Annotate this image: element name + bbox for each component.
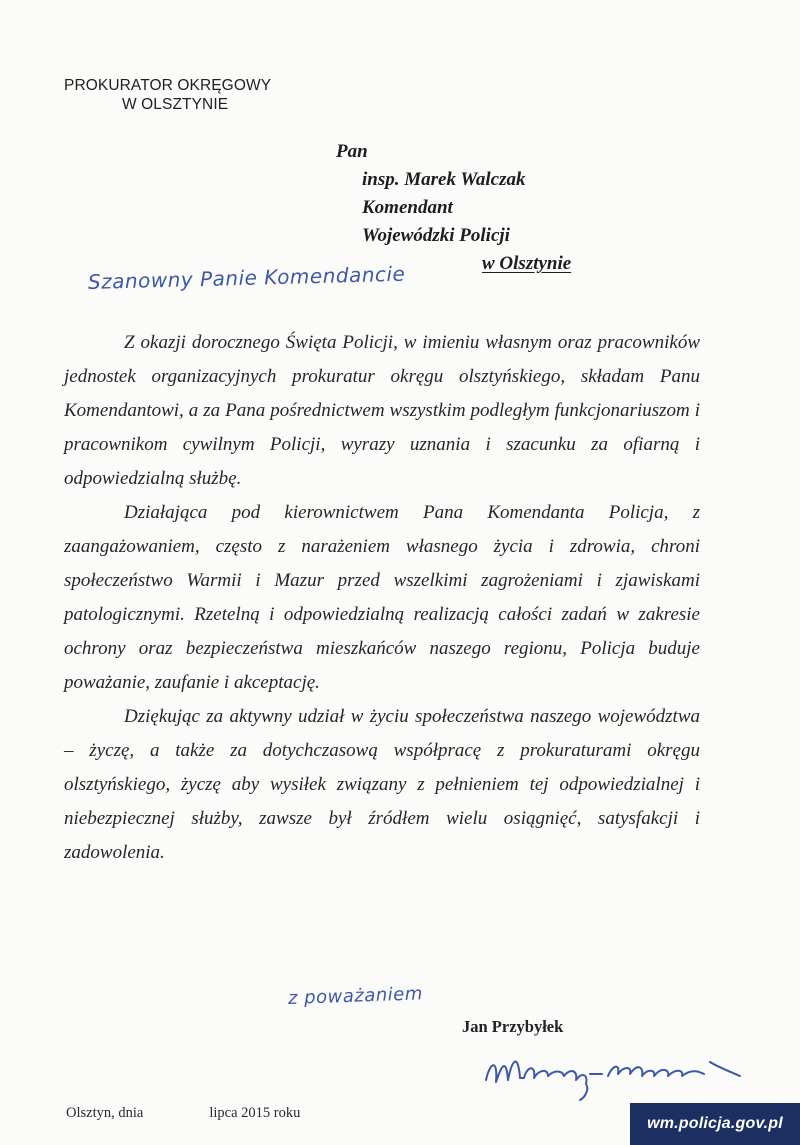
addressee-name: insp. Marek Walczak bbox=[362, 169, 526, 190]
addressee-block bbox=[336, 138, 636, 278]
signer-name: Jan Przybyłek bbox=[462, 1017, 564, 1036]
handwritten-greeting: Szanowny Panie Komendancie bbox=[87, 261, 406, 294]
body-paragraph-1: Z okazji dorocznego Święta Policji, w imieniu własnym oraz pracowników jednostek organizacyjnych prokuratur okręgu olsztyńskiego, składam Panu Komendantowi, a za Pana pośrednictwem wszystkim podległym funkcjonariuszom i pracownikom cywilnym Policji, wyrazy uznania i szacunku za ofiarną i odpowiedzialną służbę. bbox=[64, 332, 700, 489]
letter-body bbox=[64, 326, 700, 870]
letterhead-line-2: W OLSZTYNIE bbox=[122, 96, 229, 113]
body-paragraph-2: Działająca pod kierownictwem Pana Komendanta Policja, z zaangażowaniem, często z narażeniem własnego życia i zdrowia, chroni społeczeństwo Warmii i Mazur przed wszelkimi zagrożeniami i zjawiskami patologicznymi. Rzetelną i odpowiedzialną realizacją całości zadań w zakresie ochrony oraz bezpieczeństwa mieszkańców naszego regionu, Policja buduje poważanie, zaufanie i akceptację. bbox=[64, 502, 700, 693]
place-label: Olsztyn, dnia bbox=[66, 1105, 144, 1121]
date-label: lipca 2015 roku bbox=[209, 1105, 301, 1121]
source-watermark: wm.policja.gov.pl bbox=[630, 1103, 800, 1145]
addressee-salutation: Pan bbox=[336, 141, 368, 162]
addressee-title: Komendant bbox=[362, 197, 453, 218]
addressee-unit: Wojewódzki Policji bbox=[362, 225, 510, 246]
addressee-city: w Olsztynie bbox=[482, 253, 572, 274]
letterhead bbox=[64, 76, 304, 114]
body-paragraph-3: Dziękując za aktywny udział w życiu społeczeństwa naszego województwa – życzę, a także za dotychczasową współpracę z prokuraturami okręgu olsztyńskiego, życzę aby wysiłek związany z pełnieniem tej odpowiedzialnej i niebezpiecznej służby, zawsze był źródłem wielu osiągnięć, satysfakcji i zadowolenia. bbox=[64, 706, 700, 863]
handwritten-closing: z poważaniem bbox=[287, 983, 424, 1009]
signature-scribble bbox=[478, 1040, 748, 1105]
letterhead-line-1: PROKURATOR OKRĘGOWY bbox=[64, 77, 272, 94]
place-and-date bbox=[66, 1105, 300, 1122]
